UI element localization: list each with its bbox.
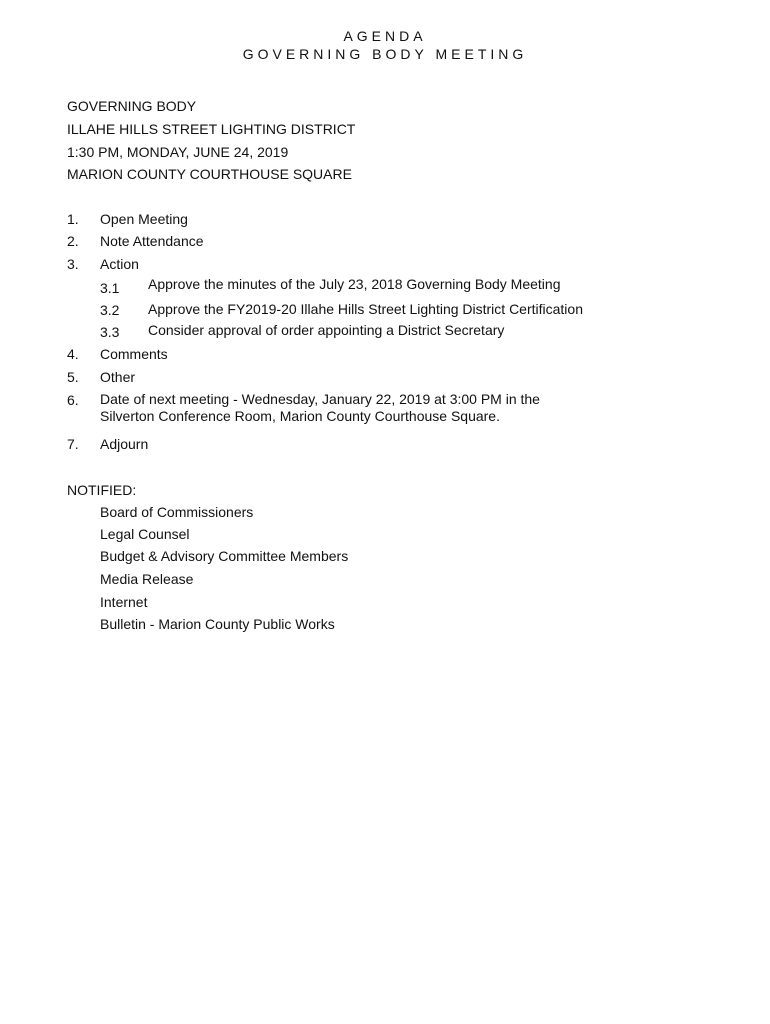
item-number: 4. [67, 346, 79, 362]
info-body: GOVERNING BODY [67, 98, 197, 114]
subitem-number: 3.2 [100, 302, 120, 318]
notified-board: Board of Commissioners [100, 504, 254, 520]
notified-budget: Budget & Advisory Committee Members [100, 548, 349, 564]
subitem-number: 3.3 [100, 324, 120, 340]
item-adjourn: Adjourn [100, 436, 149, 452]
info-district: ILLAHE HILLS STREET LIGHTING DISTRICT [67, 121, 356, 137]
item-number: 2. [67, 233, 79, 249]
item-next-meeting-location: Silverton Conference Room, Marion County Courthouse Square. [100, 408, 500, 424]
subitem-appoint-secretary: Consider approval of order appointing a District Secretary [148, 322, 505, 338]
item-open-meeting: Open Meeting [100, 211, 188, 227]
item-number: 1. [67, 211, 79, 227]
notified-label: NOTIFIED: [67, 482, 137, 498]
item-number: 3. [67, 256, 79, 272]
subitem-approve-certification: Approve the FY2019-20 Illahe Hills Street Lighting District Certification [148, 301, 583, 317]
title-meeting: GOVERNING BODY MEETING [242, 46, 528, 62]
notified-media: Media Release [100, 571, 194, 587]
notified-internet: Internet [100, 594, 148, 610]
item-next-meeting: Date of next meeting - Wednesday, January 22, 2019 at 3:00 PM in the [100, 391, 540, 407]
item-action: Action [100, 256, 139, 272]
notified-bulletin: Bulletin - Marion County Public Works [100, 616, 335, 632]
info-location: MARION COUNTY COURTHOUSE SQUARE [67, 166, 352, 182]
item-number: 6. [67, 392, 79, 408]
item-note-attendance: Note Attendance [100, 233, 204, 249]
info-datetime: 1:30 PM, MONDAY, JUNE 24, 2019 [67, 144, 289, 160]
title-agenda: AGENDA [343, 28, 427, 44]
item-number: 7. [67, 436, 79, 452]
item-comments: Comments [100, 346, 168, 362]
notified-legal: Legal Counsel [100, 526, 190, 542]
subitem-approve-minutes: Approve the minutes of the July 23, 2018 Governing Body Meeting [148, 276, 561, 292]
item-other: Other [100, 369, 136, 385]
subitem-number: 3.1 [100, 280, 120, 296]
item-number: 5. [67, 369, 79, 385]
